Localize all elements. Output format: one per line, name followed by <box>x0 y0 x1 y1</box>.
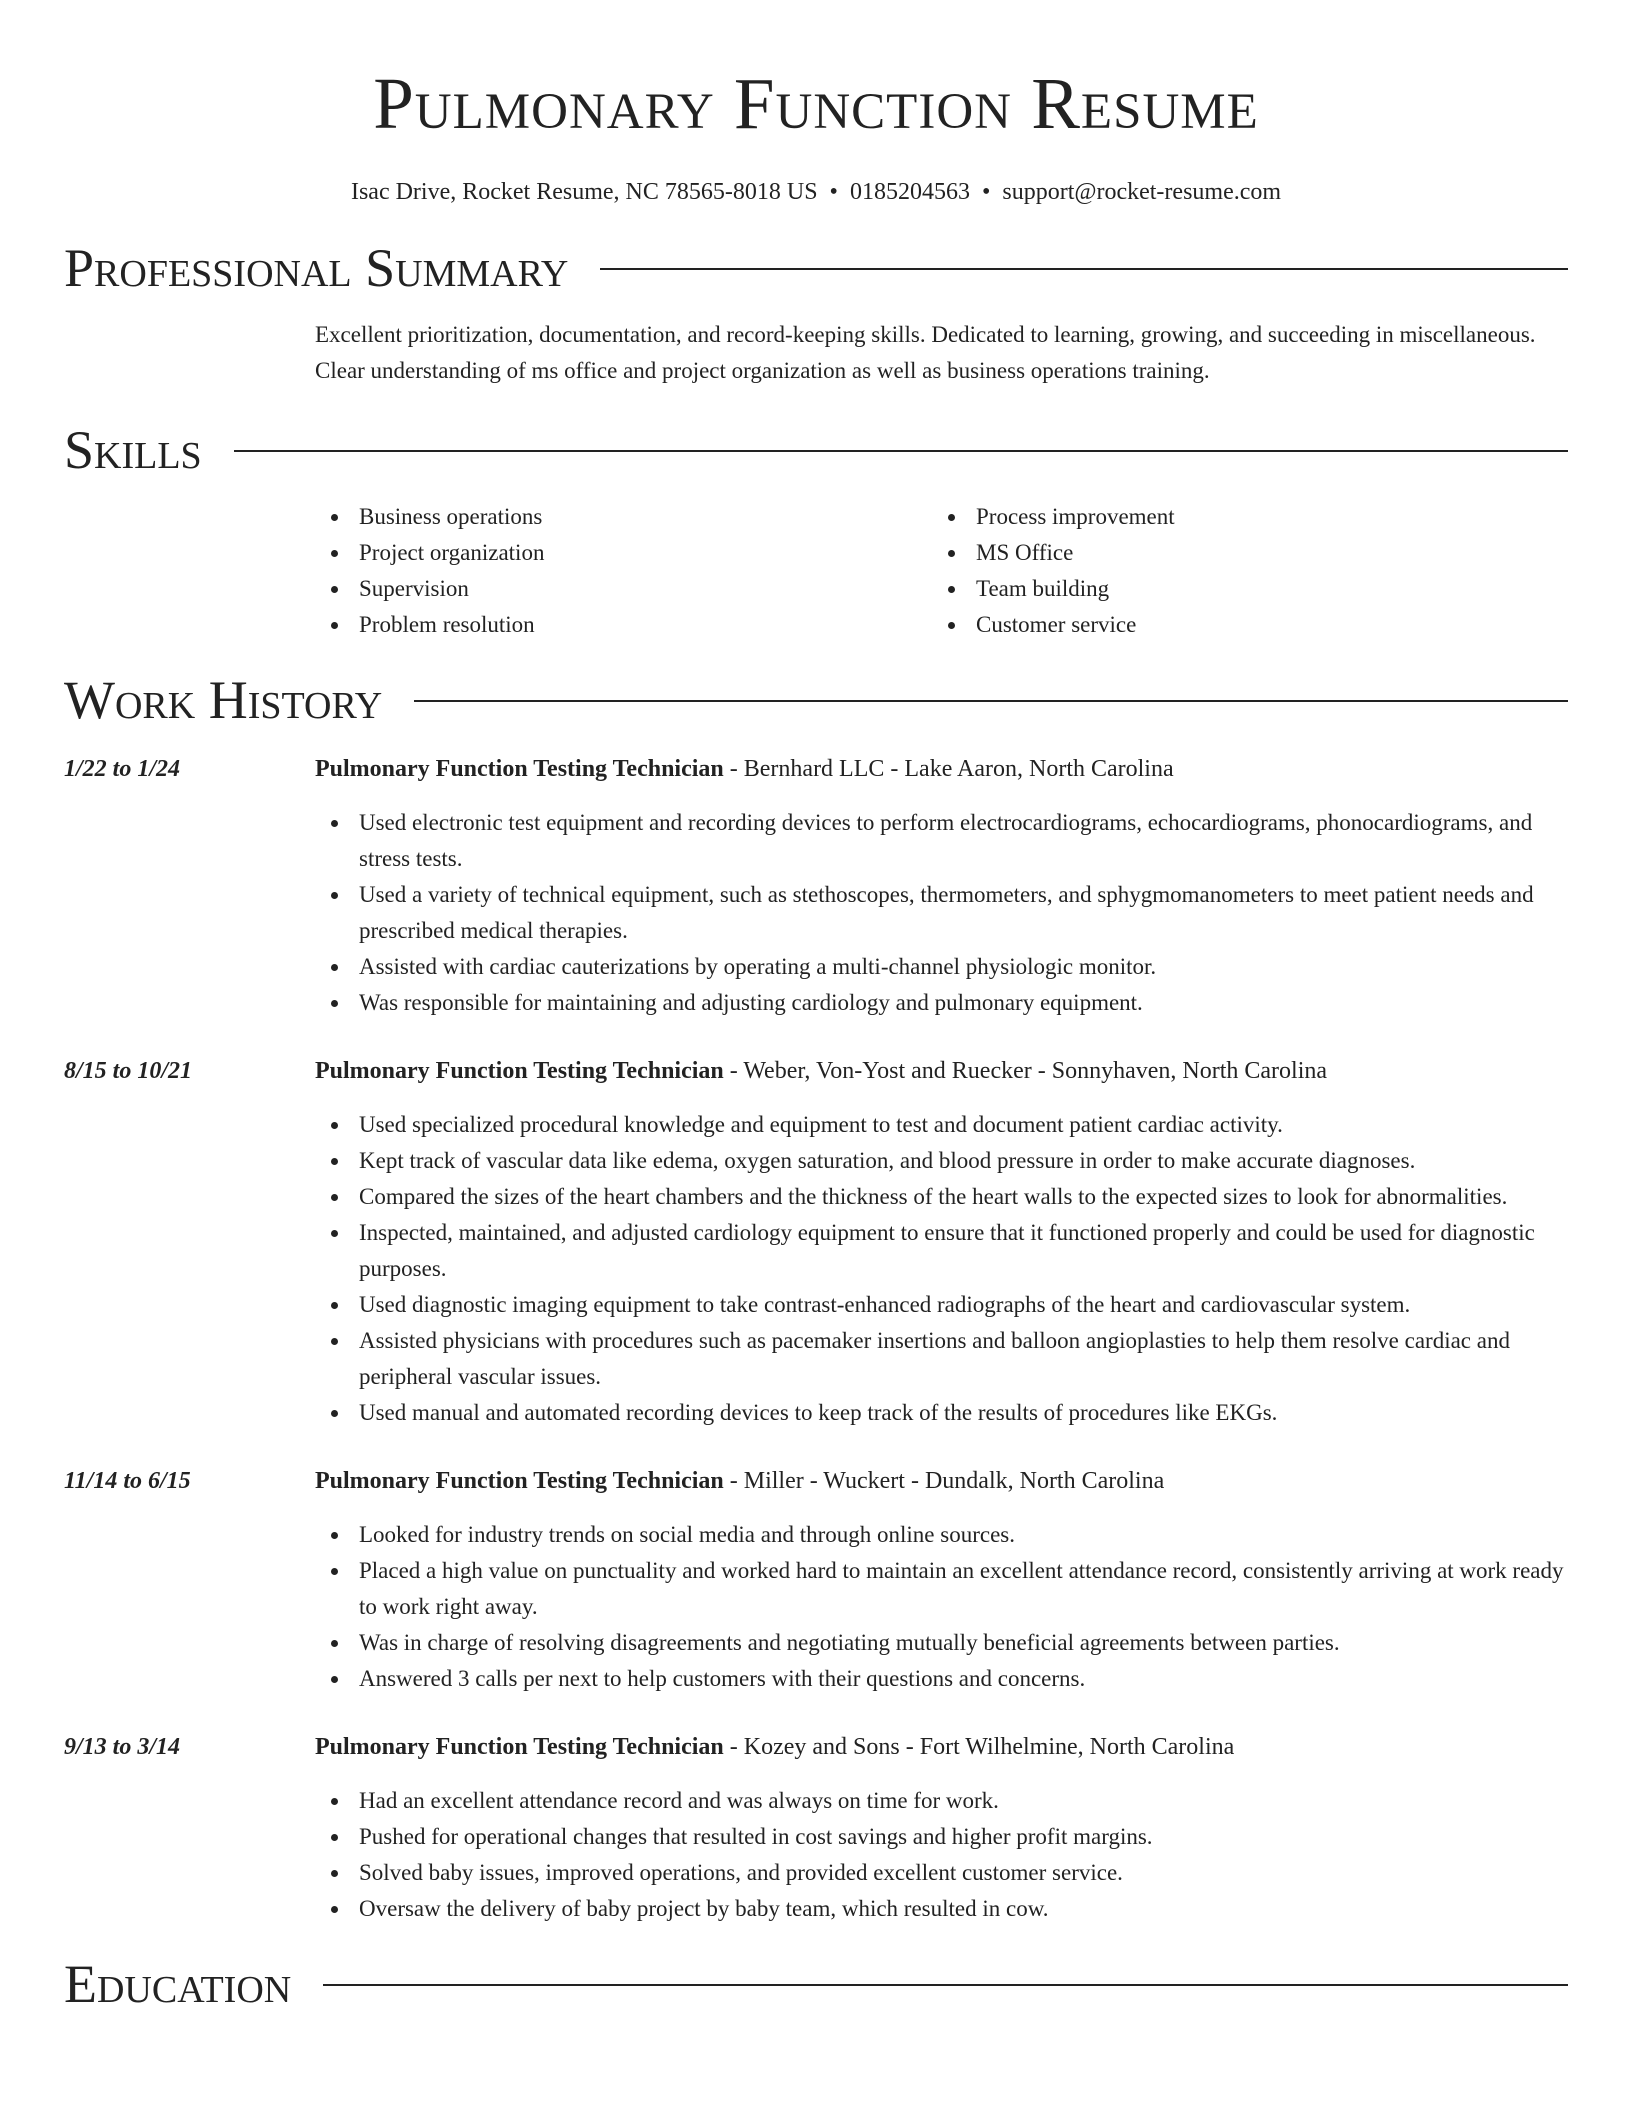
job-duty: Pushed for operational changes that resulted in cost savings and higher profit margins. <box>315 1819 1568 1855</box>
skill-item: Business operations <box>315 499 932 535</box>
section-header <box>64 670 1568 730</box>
job-dates: 11/14 to 6/15 <box>64 1468 191 1494</box>
job-duties <box>64 1783 1568 1927</box>
job-dates: 8/15 to 10/21 <box>64 1058 193 1084</box>
skill-item: Team building <box>932 571 1549 607</box>
skills-column-right <box>932 499 1549 643</box>
job-duty: Was responsible for maintaining and adjusting cardiology and pulmonary equipment. <box>315 985 1568 1021</box>
job-header <box>64 1465 1568 1497</box>
resume-name: Pulmonary Function Resume <box>373 63 1259 144</box>
skills-section <box>64 420 1568 643</box>
job-company: - Kozey and Sons - Fort Wilhelmine, North Carolina <box>723 1734 1235 1760</box>
contact-separator: • <box>829 179 838 205</box>
section-divider <box>414 700 1568 702</box>
job-duty: Used manual and automated recording devices to keep track of the results of procedures like EKGs. <box>315 1395 1568 1431</box>
job-duty: Oversaw the delivery of baby project by baby team, which resulted in cow. <box>315 1891 1568 1927</box>
job-entry <box>64 753 1568 1021</box>
contact-separator: • <box>981 179 991 205</box>
job-duty: Used specialized procedural knowledge and equipment to test and document patient cardiac activity. <box>315 1107 1568 1143</box>
section-title-work-history: Work History <box>64 670 383 730</box>
job-duty: Solved baby issues, improved operations, and provided excellent customer service. <box>315 1855 1568 1891</box>
job-duty: Answered 3 calls per next to help customers with their questions and concerns. <box>315 1661 1568 1697</box>
job-entry <box>64 1731 1568 1927</box>
job-list <box>64 753 1568 1927</box>
skills-list <box>64 499 1568 643</box>
job-heading <box>315 1465 1164 1497</box>
job-dates: 1/22 to 1/24 <box>64 756 181 782</box>
job-duty: Was in charge of resolving disagreements and negotiating mutually beneficial agreements between parties. <box>315 1625 1568 1661</box>
job-duties <box>64 805 1568 1021</box>
contact-address: Isac Drive, Rocket Resume, NC 78565-8018 US <box>350 179 818 205</box>
skill-item: Problem resolution <box>315 607 932 643</box>
job-duty: Assisted with cardiac cauterizations by operating a multi-channel physiologic monitor. <box>315 949 1568 985</box>
skills-column-left <box>315 499 932 643</box>
section-divider <box>600 268 1568 270</box>
contact-phone: 0185204563 <box>849 179 970 205</box>
job-duty: Looked for industry trends on social media and through online sources. <box>315 1517 1568 1553</box>
summary-section <box>64 238 1568 389</box>
section-title-summary: Professional Summary <box>64 238 569 298</box>
job-heading <box>315 1055 1327 1087</box>
job-title: Pulmonary Function Testing Technician <box>315 1058 724 1084</box>
skill-item: MS Office <box>932 535 1549 571</box>
job-header <box>64 753 1568 785</box>
section-header <box>64 1954 1568 2014</box>
job-company: - Miller - Wuckert - Dundalk, North Carolina <box>723 1468 1165 1494</box>
skill-item: Project organization <box>315 535 932 571</box>
job-duty: Kept track of vascular data like edema, oxygen saturation, and blood pressure in order to make accurate diagnoses. <box>315 1143 1568 1179</box>
job-entry <box>64 1465 1568 1697</box>
contact-email: support@rocket-resume.com <box>1002 179 1282 205</box>
job-company: - Bernhard LLC - Lake Aaron, North Carolina <box>723 756 1174 782</box>
section-header <box>64 420 1568 480</box>
section-title-education: Education <box>64 1954 292 2014</box>
job-duty: Used a variety of technical equipment, such as stethoscopes, thermometers, and sphygmomanometers to meet patient needs and prescribed medical therapies. <box>315 877 1568 949</box>
job-duty: Inspected, maintained, and adjusted cardiology equipment to ensure that it functioned properly and could be used for diagnostic purposes. <box>315 1215 1568 1287</box>
job-dates: 9/13 to 3/14 <box>64 1734 181 1760</box>
job-entry <box>64 1055 1568 1431</box>
job-header <box>64 1731 1568 1763</box>
contact-line <box>64 177 1568 207</box>
work-history-section <box>64 670 1568 1927</box>
job-title: Pulmonary Function Testing Technician <box>315 1468 724 1494</box>
skill-item: Process improvement <box>932 499 1549 535</box>
skill-item: Customer service <box>932 607 1549 643</box>
summary-text: Excellent prioritization, documentation, and record-keeping skills. Dedicated to learning, growing, and succeeding in miscellaneous. Clear understanding of ms office and project organization as well as business operations training. <box>315 322 1536 383</box>
job-duty: Compared the sizes of the heart chambers and the thickness of the heart walls to the expected sizes to look for abnormalities. <box>315 1179 1568 1215</box>
job-title: Pulmonary Function Testing Technician <box>315 1734 724 1760</box>
section-divider <box>234 450 1568 452</box>
job-duty: Used electronic test equipment and recording devices to perform electrocardiograms, echocardiograms, phonocardiograms, and stress tests. <box>315 805 1568 877</box>
job-duties <box>64 1517 1568 1697</box>
job-heading <box>315 1731 1234 1763</box>
job-duties <box>64 1107 1568 1431</box>
job-title: Pulmonary Function Testing Technician <box>315 756 724 782</box>
section-header <box>64 238 1568 298</box>
job-company: - Weber, Von-Yost and Ruecker - Sonnyhaven, North Carolina <box>723 1058 1328 1084</box>
education-section <box>64 1954 1568 2014</box>
job-duty: Assisted physicians with procedures such as pacemaker insertions and balloon angioplasties to help them resolve cardiac and peripheral vascular issues. <box>315 1323 1568 1395</box>
job-duty: Had an excellent attendance record and was always on time for work. <box>315 1783 1568 1819</box>
section-divider <box>323 1984 1568 1986</box>
job-duty: Used diagnostic imaging equipment to take contrast-enhanced radiographs of the heart and cardiovascular system. <box>315 1287 1568 1323</box>
skill-item: Supervision <box>315 571 932 607</box>
job-heading <box>315 753 1174 785</box>
job-duty: Placed a high value on punctuality and worked hard to maintain an excellent attendance record, consistently arriving at work ready to work right away. <box>315 1553 1568 1625</box>
section-title-skills: Skills <box>64 420 202 480</box>
job-header <box>64 1055 1568 1087</box>
